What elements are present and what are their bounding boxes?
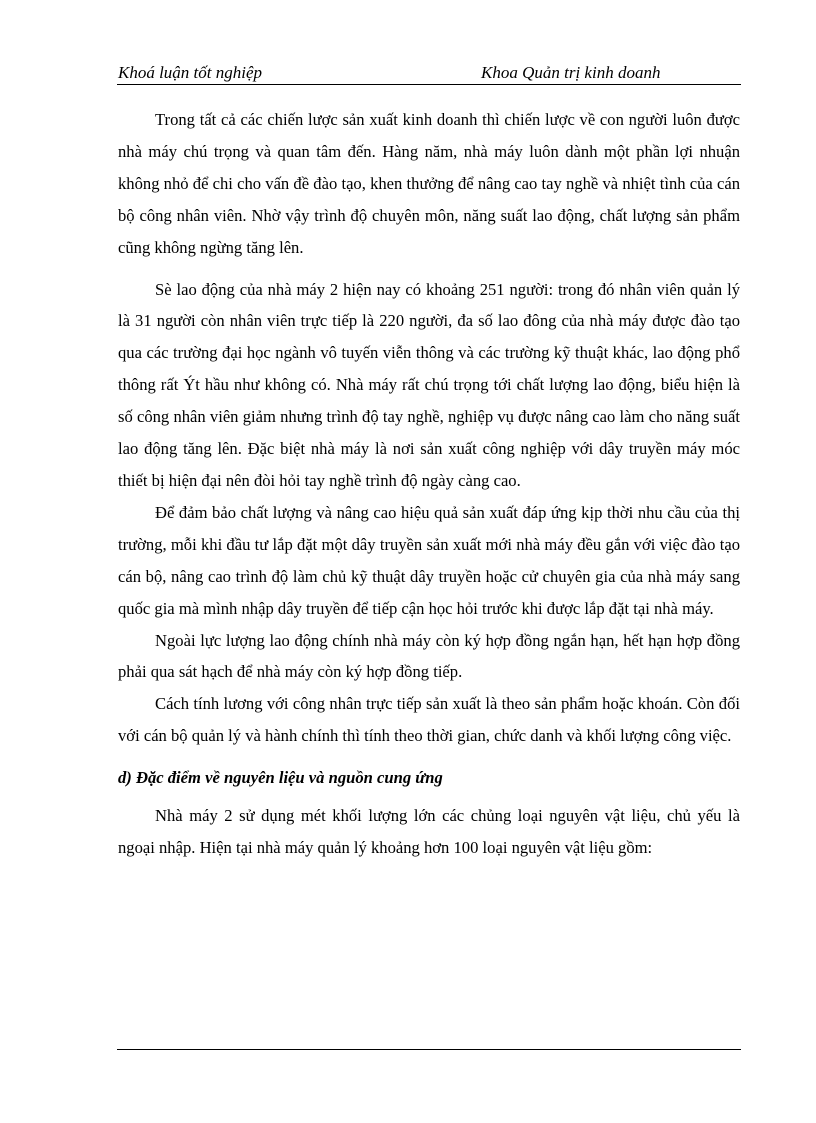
paragraph-human-strategy: Trong tất cả các chiến lược sản xuất kinh doanh thì chiến lược về con người luôn được nhà máy chú trọng và quan tâm đến. Hàng năm, nhà máy luôn dành một phần lợi nhuận không nhỏ để chi cho vấn đề đào tạo, khen thưởng để nâng cao tay nghề và nhiệt tình của cán bộ công nhân viên. Nhờ vậy trình độ chuyên môn, năng suất lao động, chất lượng sản phẩm cũng không ngừng tăng lên. bbox=[118, 110, 740, 257]
footer-divider bbox=[117, 1049, 741, 1050]
header-faculty-label: Khoa Quản trị kinh doanh bbox=[481, 63, 661, 82]
paragraph-short-contracts: Ngoài lực lượng lao động chính nhà máy còn ký hợp đồng ngắn hạn, hết hạn hợp đồng phải qua sát hạch để nhà máy còn ký hợp đồng tiếp. bbox=[118, 630, 740, 682]
document-body bbox=[118, 104, 740, 864]
paragraph-quality-training: Để đảm bảo chất lượng và nâng cao hiệu quả sản xuất đáp ứng kịp thời nhu cầu của thị trường, mỗi khi đầu tư lắp đặt một dây truyền sản xuất mới nhà máy đều gắn với việc đào tạo cán bộ, nâng cao trình độ làm chủ kỹ thuật dây truyền hoặc cử chuyên gia của nhà máy sang quốc gia mà mình nhập dây truyền để tiếp cận học hỏi trước khi được lắp đặt tại nhà máy. bbox=[118, 502, 740, 618]
header-thesis-label: Khoá luận tốt nghiệp bbox=[118, 63, 263, 82]
paragraph-labor-count: Sè lao động của nhà máy 2 hiện nay có khoảng 251 người: trong đó nhân viên quản lý là 31 người còn nhân viên trực tiếp là 220 người, đa số lao đông của nhà máy được đào tạo qua các trường đại học ngành vô tuyến viễn thông và các trường kỹ thuật khác, lao động phổ thông rất Ýt hầu như không có. Nhà máy rất chú trọng tới chất lượng lao động, biểu hiện là số công nhân viên giảm nhưng trình độ tay nghề, nghiệp vụ được nâng cao làm cho năng suất lao động tăng lên. Đặc biệt nhà máy là nơi sản xuất công nghiệp với dây truyền máy móc thiết bị hiện đại nên đòi hỏi tay nghề trình độ ngày càng cao. bbox=[118, 279, 740, 490]
paragraph-materials: Nhà máy 2 sử dụng mét khối lượng lớn các chủng loại nguyên vật liệu, chủ yếu là ngoại nhập. Hiện tại nhà máy quản lý khoảng hơn 100 loại nguyên vật liệu gồm: bbox=[118, 806, 740, 857]
page-header bbox=[117, 62, 741, 85]
section-heading-materials: d) Đặc điểm về nguyên liệu và nguồn cung ứng bbox=[118, 768, 443, 788]
paragraph-wage-calculation: Cách tính lương với công nhân trực tiếp sản xuất là theo sản phẩm hoặc khoán. Còn đối với cán bộ quản lý và hành chính thì tính theo thời gian, chức danh và khối lượng công việc. bbox=[118, 694, 740, 746]
